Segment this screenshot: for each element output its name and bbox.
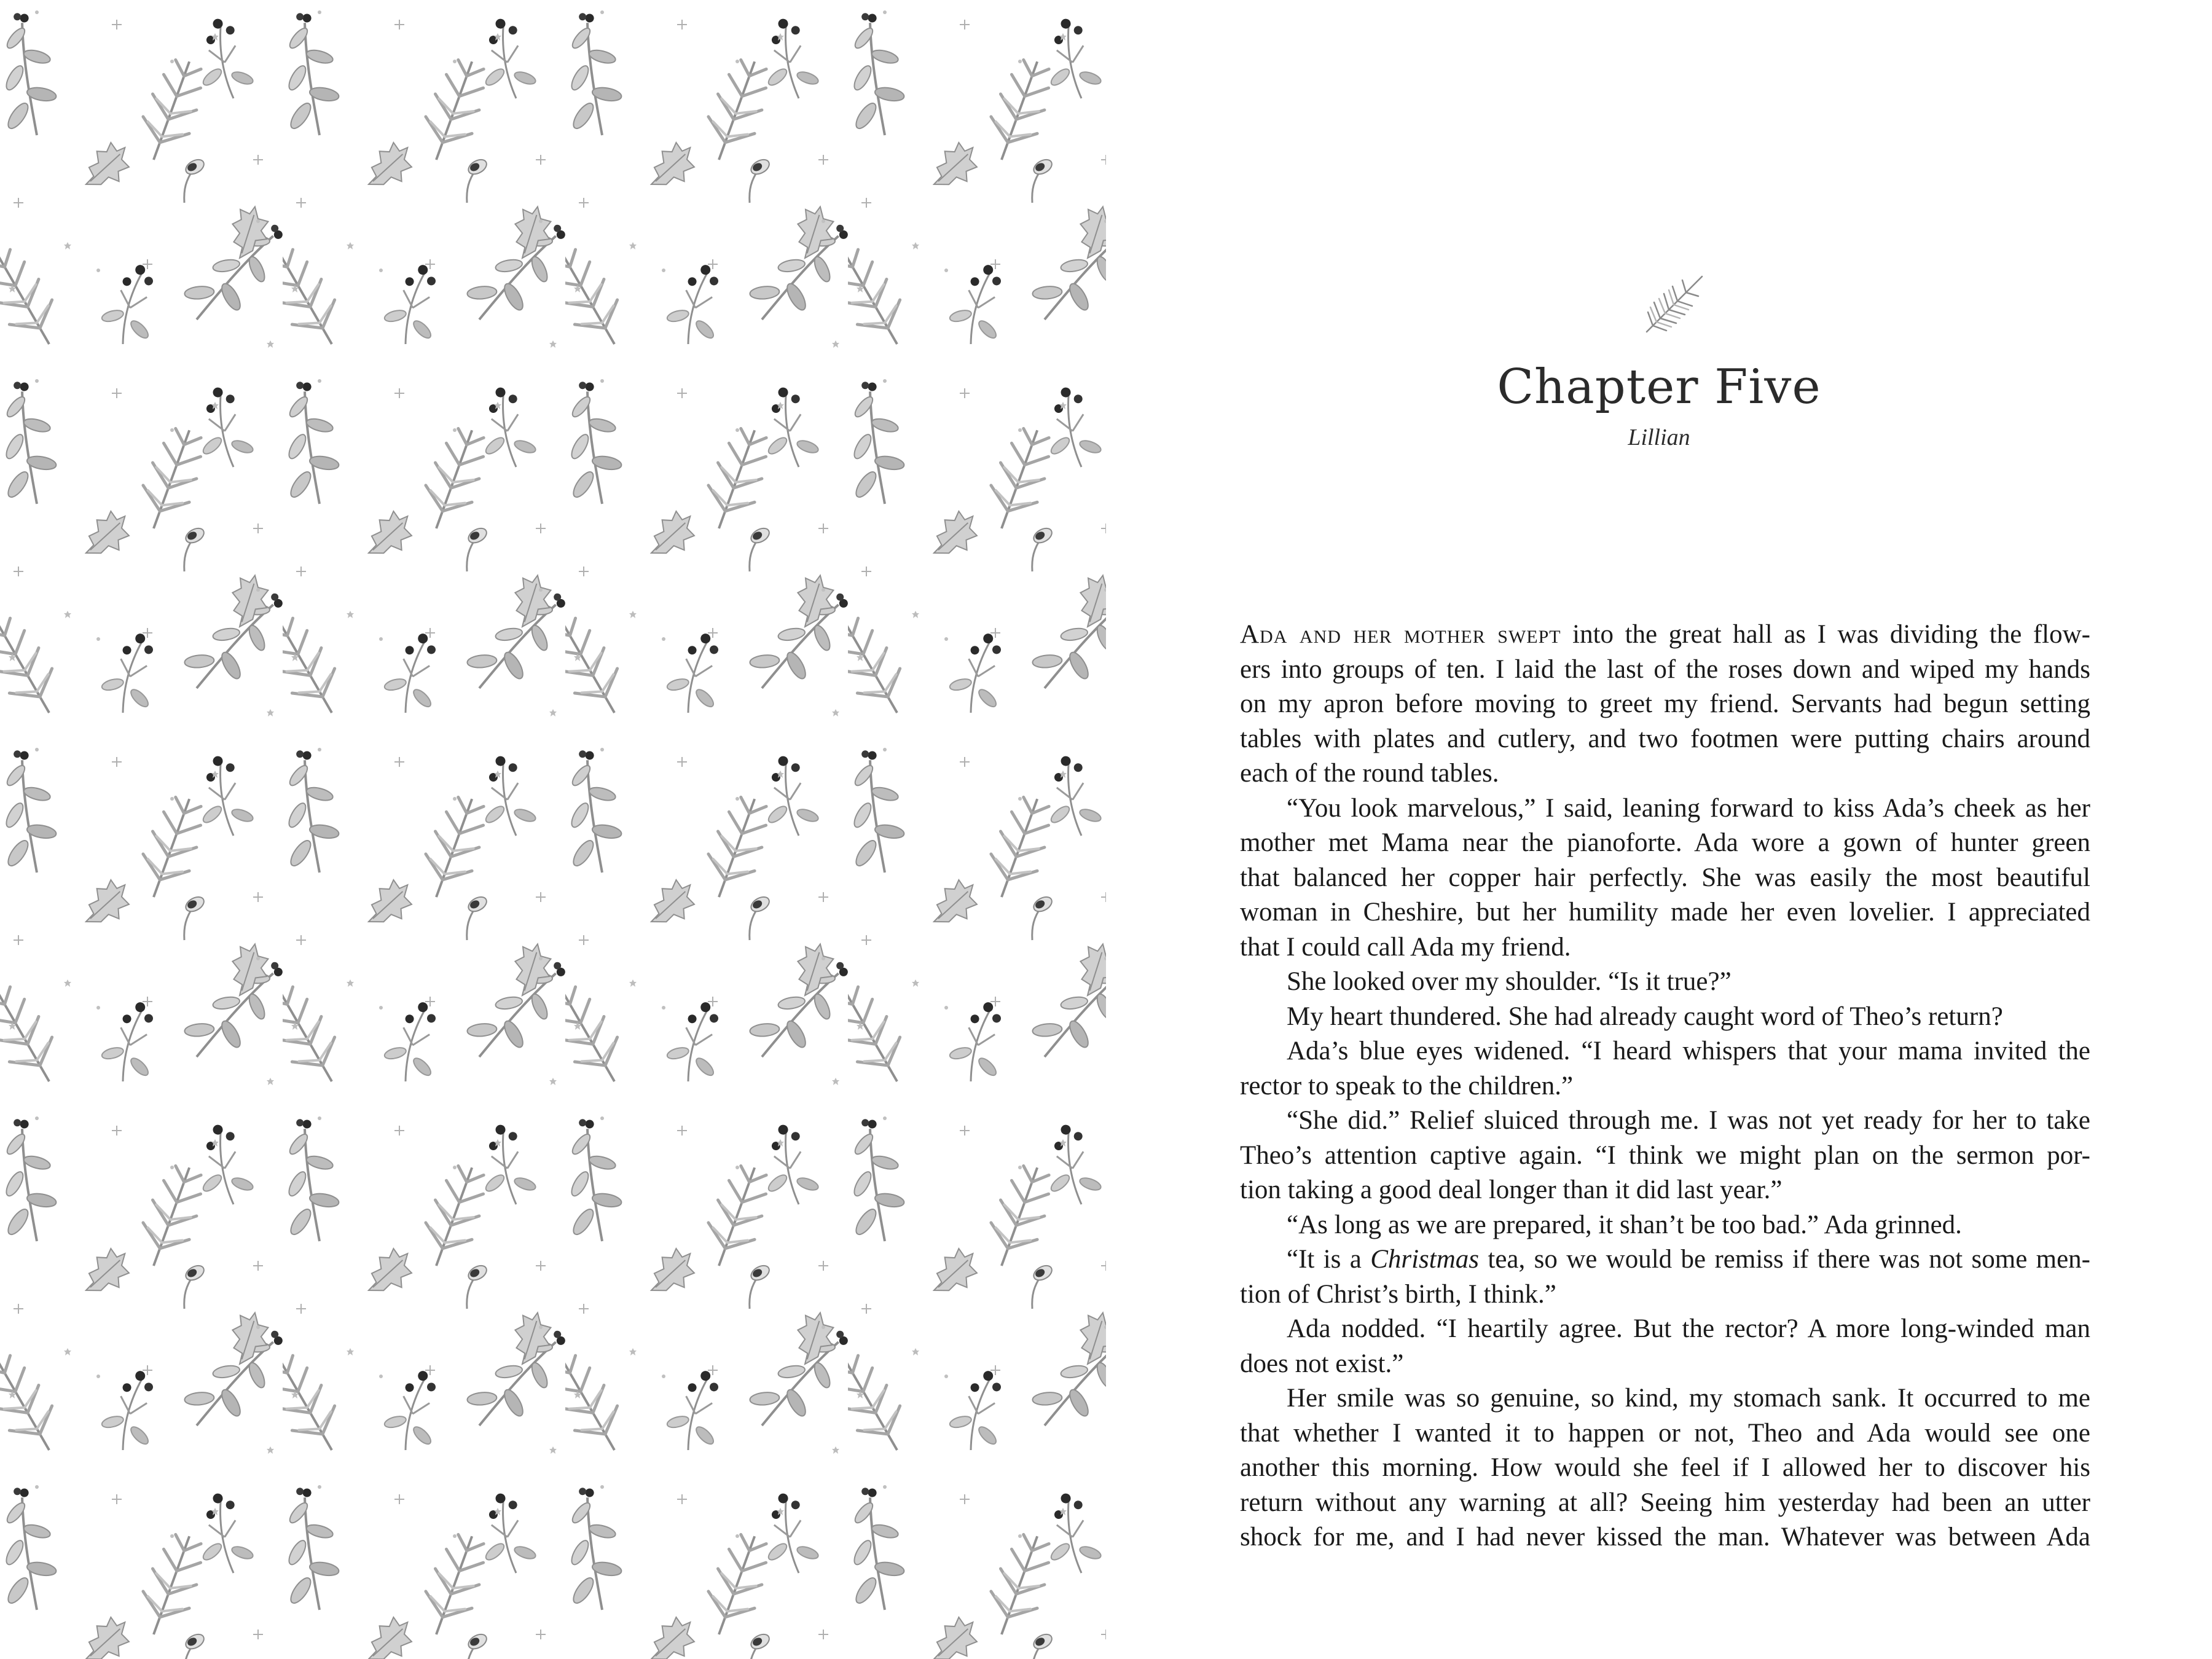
text-line-9: woman in Cheshire, but her humility made her even lovelier. I appreciated [1240,898,2090,927]
text-line-5: each of the round tables. [1240,759,1499,788]
text-line-24: that whether I wanted it to happen or not, Theo and Ada would see one [1240,1418,2090,1448]
text-line-2: ers into groups of ten. I laid the last of the roses down and wiped my hands [1240,654,2090,684]
text-line-21: Ada nodded. “I heartily agree. But the rector? A more long-winded man [1287,1314,2090,1343]
chapter-pov-subtitle: Lillian [1628,425,1690,450]
text-line-6: “You look marvelous,” I said, leaning forward to kiss Ada’s cheek as her [1287,793,2090,823]
text-line-26: return without any warning at all? Seeing him yesterday had been an utter [1240,1488,2090,1517]
chapter-page [1106,0,2212,1659]
text-line-18: “As long as we are prepared, it shan’t be too bad.” Ada grinned. [1287,1210,1962,1239]
text-line-4: tables with plates and cutlery, and two footmen were putting chairs around [1240,724,2090,753]
chapter-title: Chapter Five [1497,359,1821,415]
text-line-22: does not exist.” [1240,1349,1404,1378]
text-line-7: mother met Mama near the pianoforte. Ada wore a gown of hunter green [1240,828,2090,857]
chapter-body [1240,618,2090,1555]
text-line-11: She looked over my shoulder. “Is it true?” [1287,967,1732,996]
text-line-12: My heart thundered. She had already caught word of Theo’s return? [1287,1002,2003,1031]
text-line-20: tion of Christ’s birth, I think.” [1240,1279,1556,1309]
text-line-13: Ada’s blue eyes widened. “I heard whispers that your mama invited the [1287,1037,2090,1065]
text-line-14: rector to speak to the children.” [1240,1071,1574,1100]
text-line-3: on my apron before moving to greet my friend. Servants had begun setting [1240,689,2090,718]
text-line-23: Her smile was so genuine, so kind, my stomach sank. It occurred to me [1287,1384,2090,1413]
text-line-25: another this morning. How would she feel if I allowed her to discover his [1240,1453,2090,1482]
text-line-8: that balanced her copper hair perfectly. She was easily the most beautiful [1240,863,2090,892]
pine-sprig-icon [1634,264,1714,344]
text-line-27: shock for me, and I had never kissed the man. Whatever was between Ada [1240,1523,2090,1551]
text-line-1: Ada and her mother swept into the great hall as I was dividing the flow- [1240,620,2090,649]
text-line-15: “She did.” Relief sluiced through me. I was not yet ready for her to take [1287,1106,2090,1135]
text-line-17: tion taking a good deal longer than it did last year.” [1240,1175,1783,1204]
opening-smallcaps: Ada and her mother swept [1240,620,1561,649]
text-line-10: that I could call Ada my friend. [1240,932,1571,962]
text-line-19: “It is a Christmas tea, so we would be remiss if there was not some men- [1287,1245,2091,1274]
text-line-16: Theo’s attention captive again. “I think we might plan on the sermon por- [1240,1140,2090,1170]
